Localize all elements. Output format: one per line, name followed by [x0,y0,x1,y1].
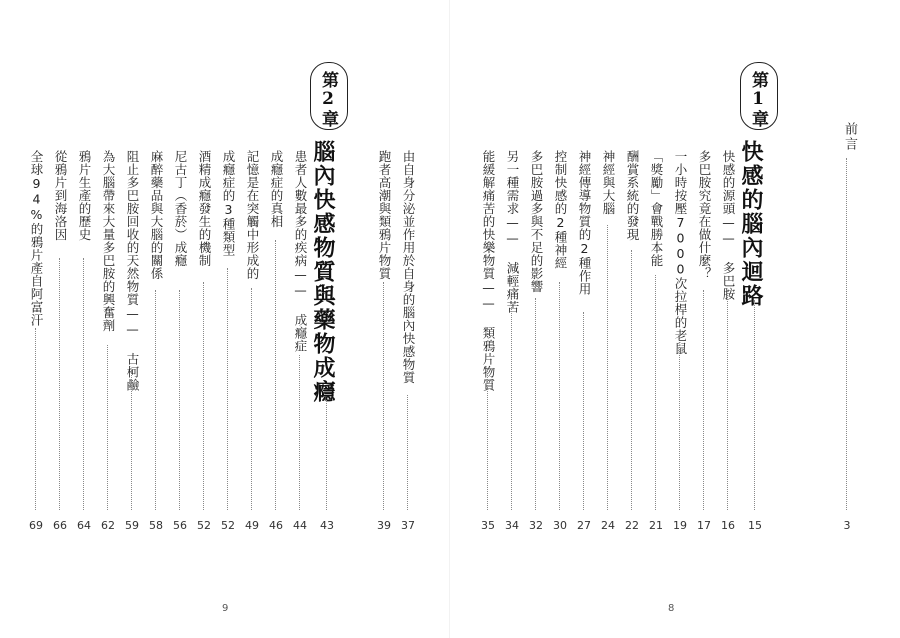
dot-leader [203,282,204,510]
chapter-1-badge-label: 第1章 [748,71,768,128]
page-number: 17 [697,519,711,532]
toc-entry[interactable] [716,0,740,638]
toc-entry[interactable] [372,0,396,638]
toc-entry-title: 多巴胺過多與不足的影響 [529,150,544,293]
toc-entry-title: 鴉片生產的歷史 [77,150,92,241]
page-number: 34 [505,519,519,532]
page-number: 30 [553,519,567,532]
dot-leader [227,268,228,510]
page-number: 56 [173,519,187,532]
page-number: 39 [377,519,391,532]
dot-leader [107,345,108,510]
toc-entry-title: 成癮症的3種類型 [221,150,236,257]
toc-entry[interactable] [476,0,500,638]
page-number: 16 [721,519,735,532]
toc-entry-title: 酒精成癮發生的機制 [197,150,212,267]
toc-entry[interactable] [24,0,48,638]
preface-entry[interactable] [835,0,859,638]
page-number: 22 [625,519,639,532]
page-number: 64 [77,519,91,532]
page-number: 37 [401,519,415,532]
toc-entry[interactable] [240,0,264,638]
toc-entry[interactable] [72,0,96,638]
toc-entry[interactable] [288,0,312,638]
dot-leader [383,282,384,510]
toc-entry-title: 神經與大腦 [601,150,616,215]
left-page [0,0,449,638]
dot-leader [679,345,680,510]
dot-leader [703,290,704,510]
toc-entry-title: 神經傳導物質的2種作用 [577,150,592,296]
dot-leader [179,290,180,510]
page-number: 52 [221,519,235,532]
toc-entry[interactable] [596,0,620,638]
dot-leader [407,395,408,510]
page-number: 69 [29,519,43,532]
toc-entry-title: 「獎勵」會戰勝本能 [649,150,664,267]
toc-entry[interactable] [192,0,216,638]
page-number: 24 [601,519,615,532]
chapter-2-badge-label: 第2章 [318,71,338,128]
dot-leader [631,250,632,510]
page-number: 44 [293,519,307,532]
toc-entry[interactable] [524,0,548,638]
page-number: 49 [245,519,259,532]
dot-leader [559,282,560,510]
page-number: 62 [101,519,115,532]
dot-leader [326,400,327,510]
toc-entry[interactable] [500,0,524,638]
toc-entry-title: 一小時按壓7000次拉桿的老鼠 [673,150,688,355]
toc-entry-title: 麻醉藥品與大腦的關係 [149,150,164,280]
toc-entry[interactable] [668,0,692,638]
page-number: 35 [481,519,495,532]
toc-entry[interactable] [168,0,192,638]
toc-entry[interactable] [216,0,240,638]
toc-entry[interactable] [692,0,716,638]
book-gutter [449,0,450,638]
folio-page-number: 8 [668,603,675,614]
chapter-1-title-entry[interactable] [738,0,767,638]
chapter-1-title: 快感的腦內迴路 [738,140,764,308]
page-number: 43 [320,519,334,532]
page-number: 15 [748,519,762,532]
toc-entry[interactable] [96,0,120,638]
dot-leader [754,300,755,510]
dot-leader [83,258,84,510]
dot-leader [583,312,584,510]
page-number: 52 [197,519,211,532]
page-number: 3 [843,519,851,532]
page-number: 27 [577,519,591,532]
page-number: 59 [125,519,139,532]
dot-leader [131,370,132,510]
toc-entry-title: 阻止多巴胺回收的天然物質—— 古柯鹼 [125,150,140,392]
preface-label: 前言 [842,122,857,152]
toc-entry-title: 能緩解痛苦的快樂物質—— 類鴉片物質 [481,150,496,392]
toc-entry[interactable] [396,0,420,638]
toc-entry[interactable] [120,0,144,638]
toc-entry[interactable] [548,0,572,638]
toc-entry-title: 記憶是在突觸中形成的 [245,150,260,280]
toc-entry-title: 成癮症的真相 [269,150,284,228]
toc-entry[interactable] [572,0,596,638]
dot-leader [155,290,156,510]
page-number: 32 [529,519,543,532]
dot-leader [655,275,656,510]
toc-entry-title: 全球94%的鴉片產自阿富汗 [29,150,44,327]
toc-entry[interactable] [144,0,168,638]
toc-entry-title: 為大腦帶來大量多巴胺的興奮劑 [101,150,116,332]
toc-entry-title: 跑者高潮與類鴉片物質 [377,150,392,280]
dot-leader [727,290,728,510]
dot-leader [511,292,512,510]
dot-leader [275,240,276,510]
toc-entry[interactable] [620,0,644,638]
page-number: 46 [269,519,283,532]
toc-entry-title: 酬賞系統的發現 [625,150,640,241]
toc-entry[interactable] [48,0,72,638]
toc-entry[interactable] [644,0,668,638]
dot-leader [535,298,536,510]
toc-entry-title: 由自身分泌並作用於自身的腦內快感物質 [401,150,416,384]
page-number: 21 [649,519,663,532]
folio-page-number: 9 [222,603,229,614]
dot-leader [487,368,488,510]
dot-leader [251,288,252,510]
page-number: 58 [149,519,163,532]
chapter-2-title: 腦內快感物質與藥物成癮 [310,140,336,404]
toc-entry-title: 尼古丁（香菸）成癮 [173,150,188,267]
toc-entry-title: 從鴉片到海洛因 [53,150,68,241]
dot-leader [59,258,60,510]
toc-entry-title: 患者人數最多的疾病—— 成癮症 [293,150,308,353]
page-number: 66 [53,519,67,532]
toc-entry-title: 控制快感的2種神經 [553,150,568,270]
chapter-2-title-entry[interactable] [310,0,339,638]
toc-entry[interactable] [264,0,288,638]
dot-leader [35,328,36,510]
toc-entry-title: 多巴胺究竟在做什麼？ [697,150,712,280]
toc-entry-title: 另一種需求—— 減輕痛苦 [505,150,520,314]
toc-entry-title: 快感的源頭—— 多巴胺 [721,150,736,301]
dot-leader [846,158,847,510]
right-page [450,0,900,638]
page-number: 19 [673,519,687,532]
dot-leader [299,355,300,510]
dot-leader [607,225,608,510]
